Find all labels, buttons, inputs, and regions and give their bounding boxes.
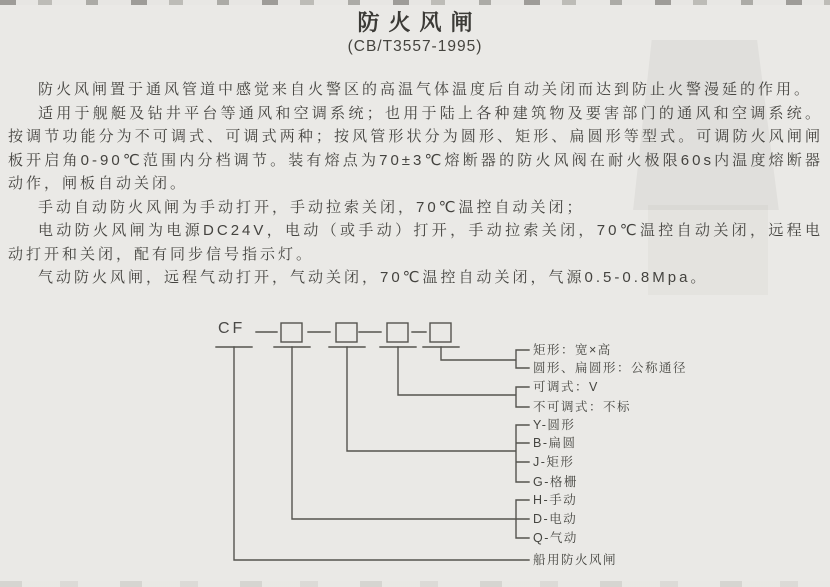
standard-number: (CB/T3557-1995) [347, 38, 483, 55]
diagram-label-adjustable: 可调式：V [533, 380, 599, 394]
code-box-3 [387, 323, 408, 342]
leader-size [441, 347, 529, 368]
leader-prefix [234, 347, 529, 560]
diagram-label-product-name: 船用防火风闸 [533, 553, 618, 567]
diagram-label-shape-oblate: B-扁圆 [533, 436, 577, 450]
paragraph-application: 适用于舰艇及钻井平台等通风和空调系统；也用于陆上各种建筑物及要害部门的通风和空调系统。按调节功能分为不可调式、可调式两种；按风管形状分为圆形、矩形、扁圆形等型式。可调防火风闸闸板开启角0-90℃范围内分档调节。装有熔点为70±3℃熔断器的防火风阀在耐火极限60s内温度熔断器动作，闸板自动关闭。 [8, 104, 823, 192]
model-prefix: CF [218, 320, 246, 337]
paragraph-manual-type: 手动自动防火风闸为手动打开，手动拉索关闭，70℃温控自动关闭； [38, 198, 585, 216]
paragraph-overview: 防火风闸置于通风管道中感觉来自火警区的高温气体温度后自动关闭而达到防止火警漫延的作用。 [38, 81, 813, 98]
code-box-2 [336, 323, 357, 342]
paragraph-pneumatic-type: 气动防火风闸，远程气动打开，气动关闭，70℃温控自动关闭，气源0.5-0.8Mpa。 [38, 269, 709, 286]
code-box-4 [430, 323, 451, 342]
page-title: 防火风闸 [357, 10, 482, 35]
diagram-label-non-adjustable: 不可调式：不标 [533, 400, 632, 414]
diagram-label-shape-round: Y-圆形 [533, 418, 576, 432]
leader-adjust [398, 347, 529, 407]
leader-shape [347, 347, 529, 482]
diagram-label-drive-pneumatic: Q-气动 [533, 531, 578, 545]
diagram-label-drive-manual: H-手动 [533, 493, 578, 507]
diagram-label-drive-electric: D-电动 [533, 512, 578, 526]
paragraph-electric-type: 电动防火风闸为电源DC24V，电动（或手动）打开，手动拉索关闭，70℃温控自动关闭，远程电动打开和关闭，配有同步信号指示灯。 [8, 222, 823, 263]
diagram-label-shape-rect: J-矩形 [533, 455, 575, 469]
code-box-1 [281, 323, 302, 342]
diagram-label-rect-size: 矩形：宽×高 [533, 343, 612, 357]
diagram-label-shape-grille: G-格栅 [533, 475, 578, 489]
leader-drive [292, 347, 529, 538]
diagram-label-round-size: 圆形、扁圆形：公称通径 [533, 361, 688, 375]
